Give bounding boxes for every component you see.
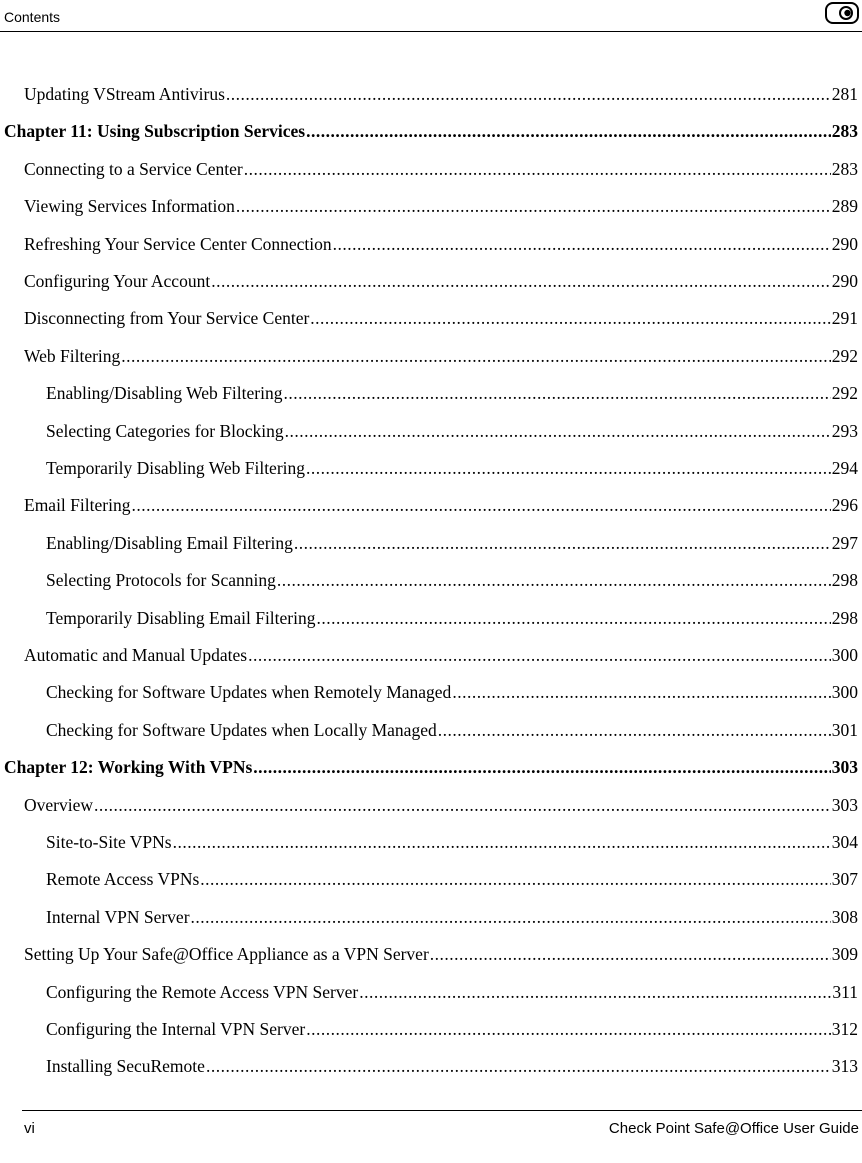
dot-leader (306, 121, 831, 142)
page-footer (22, 1110, 862, 1151)
toc-entry-page: 283 (831, 121, 858, 142)
toc-entry-page: 303 (831, 757, 858, 778)
toc-entry-page: 292 (831, 383, 858, 404)
toc-entry-label: Chapter 11: Using Subscription Services (4, 121, 306, 142)
dot-leader (333, 234, 831, 255)
toc-entry[interactable] (46, 907, 858, 931)
dot-leader (131, 495, 830, 516)
header-title: Contents (4, 9, 61, 25)
toc-entry[interactable] (24, 795, 858, 819)
dot-leader (430, 944, 831, 965)
toc-entry-page: 313 (831, 1056, 858, 1077)
dot-leader (306, 458, 831, 479)
dot-leader (283, 383, 830, 404)
toc-entry-label: Email Filtering (24, 495, 131, 516)
toc-entry-page: 294 (831, 458, 858, 478)
toc-entry-page: 311 (832, 981, 858, 1002)
toc-entry[interactable] (46, 1019, 858, 1043)
toc-entry-label: Updating VStream Antivirus (24, 84, 225, 104)
toc-entry-page: 308 (831, 906, 858, 927)
toc-entry[interactable] (46, 682, 858, 706)
dot-leader (285, 421, 831, 442)
toc-entry-label: Overview (24, 794, 94, 815)
toc-entry[interactable] (24, 944, 858, 968)
dot-leader (226, 84, 831, 105)
toc-entry[interactable] (24, 196, 858, 220)
toc-entry[interactable] (24, 645, 858, 669)
dot-leader (452, 682, 830, 703)
toc-entry-page: 307 (831, 869, 858, 890)
toc-entry-page: 303 (831, 794, 858, 815)
toc-entry-label: Selecting Protocols for Scanning (46, 570, 276, 591)
toc-entry[interactable] (46, 1056, 858, 1080)
toc-entry[interactable] (46, 869, 858, 893)
toc-chapter-entry[interactable] (4, 757, 858, 781)
dot-leader (236, 196, 831, 217)
toc-entry[interactable] (46, 720, 858, 744)
toc-entry-page: 292 (831, 345, 858, 366)
toc-entry-label: Chapter 12: Working With VPNs (4, 757, 253, 778)
toc-entry-label: Remote Access VPNs (46, 869, 200, 890)
toc-entry-label: Checking for Software Updates when Remotely Managed (46, 682, 452, 703)
toc-entry[interactable] (46, 570, 858, 594)
dot-leader (438, 720, 831, 741)
toc-entry-page: 290 (831, 233, 858, 254)
dot-leader (191, 907, 831, 928)
toc-entry[interactable] (46, 383, 858, 407)
dot-leader (173, 832, 831, 853)
dot-leader (200, 869, 830, 890)
toc-entry[interactable] (24, 271, 858, 295)
toc-chapter-entry[interactable] (4, 121, 858, 145)
dot-leader (294, 533, 831, 554)
toc-entry-label: Refreshing Your Service Center Connection (24, 233, 332, 254)
toc-entry[interactable] (24, 495, 858, 519)
footer-document-title: Check Point Safe@Office User Guide (608, 1120, 859, 1137)
dot-leader (94, 795, 831, 816)
toc-entry-label: Selecting Categories for Blocking (46, 420, 284, 441)
dot-leader (253, 757, 830, 778)
dot-leader (248, 645, 831, 666)
toc-entry-label: Web Filtering (24, 345, 121, 366)
toc-entry-page: 300 (831, 645, 858, 665)
toc-entry[interactable] (24, 159, 858, 183)
toc-entry[interactable] (46, 982, 858, 1006)
toc-entry-label: Configuring the Remote Access VPN Server (46, 981, 359, 1002)
toc-entry-label: Configuring Your Account (24, 271, 211, 291)
dot-leader (206, 1056, 831, 1077)
toc-entry-label: Connecting to a Service Center (24, 158, 243, 179)
dot-leader (359, 982, 831, 1003)
toc-entry-label: Temporarily Disabling Web Filtering (46, 458, 306, 478)
toc-entry-label: Configuring the Internal VPN Server (46, 1019, 306, 1039)
toc-entry-page: 289 (831, 196, 858, 217)
toc-entry-label: Setting Up Your Safe@Office Appliance as a VPN Server (24, 944, 429, 965)
toc-entry-page: 298 (831, 570, 858, 591)
toc-entry-page: 304 (831, 832, 858, 852)
dot-leader (317, 608, 831, 629)
toc-entry-page: 298 (831, 607, 858, 628)
toc-entry-page: 290 (831, 271, 858, 291)
toc-entry-label: Viewing Services Information (24, 196, 235, 217)
toc-entry[interactable] (24, 234, 858, 258)
toc-entry-label: Installing SecuRemote (46, 1056, 205, 1077)
dot-leader (211, 271, 831, 292)
page-header (0, 0, 862, 32)
footer-page-number: vi (24, 1120, 35, 1137)
toc-entry-page: 293 (831, 420, 858, 441)
toc-entry[interactable] (46, 832, 858, 856)
toc-entry-page: 283 (831, 158, 858, 179)
dot-leader (310, 308, 830, 329)
toc-entry-label: Disconnecting from Your Service Center (24, 308, 310, 329)
toc-entry-label: Enabling/Disabling Email Filtering (46, 532, 293, 553)
dot-leader (244, 159, 831, 180)
toc-entry-page: 281 (831, 84, 858, 104)
toc-entry-page: 309 (831, 944, 858, 965)
toc-entry-label: Checking for Software Updates when Locally Managed (46, 719, 437, 740)
toc-entry-page: 312 (831, 1019, 858, 1039)
toc-entry-label: Internal VPN Server (46, 906, 190, 927)
toc-entry-page: 291 (831, 308, 858, 329)
toc-entry-label: Site-to-Site VPNs (46, 832, 172, 852)
dot-leader (277, 570, 831, 591)
toc-entry-label: Automatic and Manual Updates (24, 645, 248, 665)
dot-leader (121, 346, 830, 367)
toc-entry-page: 301 (831, 719, 858, 740)
toc-entry[interactable] (46, 608, 858, 632)
toc-entry[interactable] (24, 84, 858, 108)
toc-entry-page: 297 (831, 532, 858, 553)
toc-entry[interactable] (24, 308, 858, 332)
toc-entry[interactable] (46, 421, 858, 445)
brand-logo-icon (825, 2, 859, 24)
toc-entry-page: 300 (831, 682, 858, 703)
toc-entry-label: Temporarily Disabling Email Filtering (46, 607, 316, 628)
toc-entry[interactable] (24, 346, 858, 370)
toc-entry[interactable] (46, 533, 858, 557)
dot-leader (306, 1019, 831, 1040)
toc-entry-page: 296 (831, 495, 858, 516)
toc-entry[interactable] (46, 458, 858, 482)
toc-entry-label: Enabling/Disabling Web Filtering (46, 383, 283, 404)
